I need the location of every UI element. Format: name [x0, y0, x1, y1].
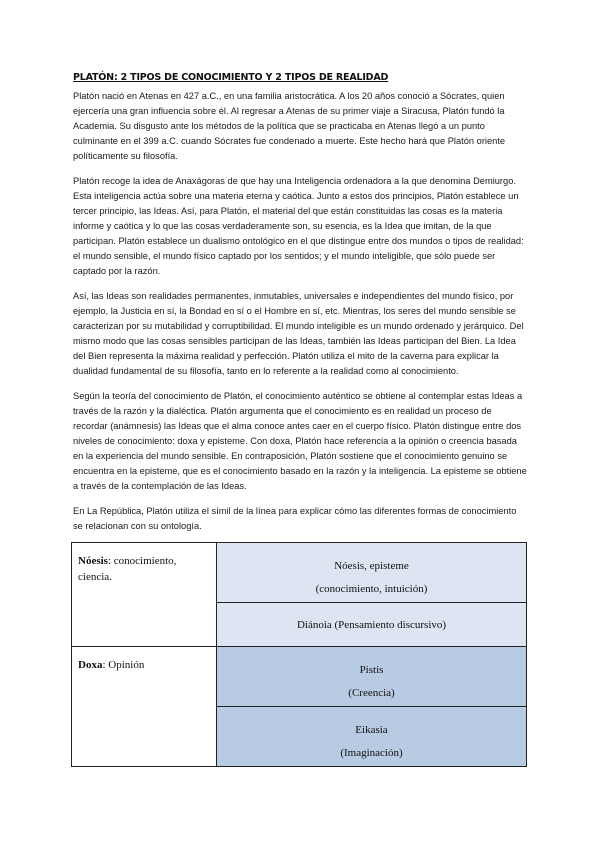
- document-body: [73, 72, 528, 544]
- noesis-description: : conocimiento, ciencia.: [78, 555, 177, 583]
- paragraph-2: Platón recoge la idea de Anaxágoras de que hay una Inteligencia ordenadora a la que denomina Demiurgo. Esta inteligencia actúa sobre una materia eterna y caótica. Junto a estos dos principios, Platón establece un tercer principio, las Ideas. Así, para Platón, el material del que están constituidas las cosas es la materia informe y caótica y lo que las cosas verdaderamente son, su esencia, es la Idea que imitan, de la que participan. Platón establece un dualismo ontológico en el que distingue entre dos mundos o tipos de realidad: el mundo sensible, el mundo físico captado por los sentidos; y el mundo inteligible, que sólo puede ser captado por la razón.: [73, 176, 524, 276]
- pistis-cell: [217, 647, 527, 707]
- noesis-episteme-title: Nóesis, episteme: [334, 560, 409, 572]
- noesis-episteme-cell: [217, 543, 527, 603]
- noesis-term: Nóesis: [78, 555, 108, 567]
- dianoia-text: Diánoia (Pensamiento discursivo): [296, 619, 447, 631]
- paragraph-1: Platón nació en Atenas en 427 a.C., en una familia aristocrática. A los 20 años conoció a Sócrates, quien ejercería una gran influencia sobre él. Al regresar a Atenas de su primer viaje a Siracusa, Platón fundó la Academia. Su disgusto ante los métodos de la política que se practicaba en Atenas llegó a un punto culminante en el 399 a.C. cuando Sócrates fue condenado a muerte. Este hecho hará que Platón oriente políticamente su filosofía.: [73, 91, 506, 161]
- pistis-subtitle: (Creencia): [348, 687, 395, 699]
- paragraph-3: Así, las Ideas son realidades permanentes, inmutables, universales e independientes del mundo físico, por ejemplo, la Justicia en sí, la Bondad en sí o el Hombre en sí, etc. Mientras, los seres del mundo sensible se caracterizan por su mutabilidad y corruptibilidad. El mundo inteligible es un mundo ordenado y jerárquico. Del mismo modo que las cosas sensibles participan de las Ideas, también las Ideas participan del Bien. La Idea del Bien representa la máxima realidad y perfección. Platón utiliza el mito de la caverna para explicar la dualidad fundamental de su filosofía, tanto en lo referente a la realidad como al conocimiento.: [73, 291, 524, 376]
- doxa-description: : Opinión: [102, 659, 145, 671]
- eikasia-subtitle: (Imaginación): [340, 747, 403, 759]
- divided-line-table: [71, 542, 527, 767]
- noesis-episteme-subtitle: (conocimiento, intuición): [315, 583, 428, 595]
- eikasia-title: Eikasia: [355, 724, 388, 736]
- paragraph-5: En La República, Platón utiliza el símil de la línea para explicar cómo las diferentes formas de conocimiento se relacionan con su ontología.: [73, 506, 517, 531]
- paragraph-4: Según la teoría del conocimiento de Platón, el conocimiento auténtico se obtiene al contemplar estas Ideas a través de la razón y la dialéctica. Platón argumenta que el conocimiento es en realidad un proceso de recordar (anámnesis) las Ideas que el alma conoce antes caer en el cuerpo físico. Platón distingue entre dos niveles de conocimiento: doxa y episteme. Con doxa, Platón hace referencia a la opinión o creencia basada en la experiencia del mundo sensible. En contraposición, Platón sostiene que el conocimiento genuino se encuentra en la episteme, que es el conocimiento basado en la razón y la inteligencia. La episteme se obtiene a través de la contemplación de las Ideas.: [73, 391, 527, 491]
- pistis-title: Pistis: [359, 664, 384, 676]
- dianoia-cell: [217, 603, 527, 647]
- document-title: PLATÓN: 2 TIPOS DE CONOCIMIENTO Y 2 TIPOS DE REALIDAD: [73, 72, 389, 83]
- eikasia-cell: [217, 707, 527, 767]
- doxa-label-cell: [72, 647, 217, 767]
- noesis-label-cell: [72, 543, 217, 647]
- doxa-term: Doxa: [78, 659, 103, 671]
